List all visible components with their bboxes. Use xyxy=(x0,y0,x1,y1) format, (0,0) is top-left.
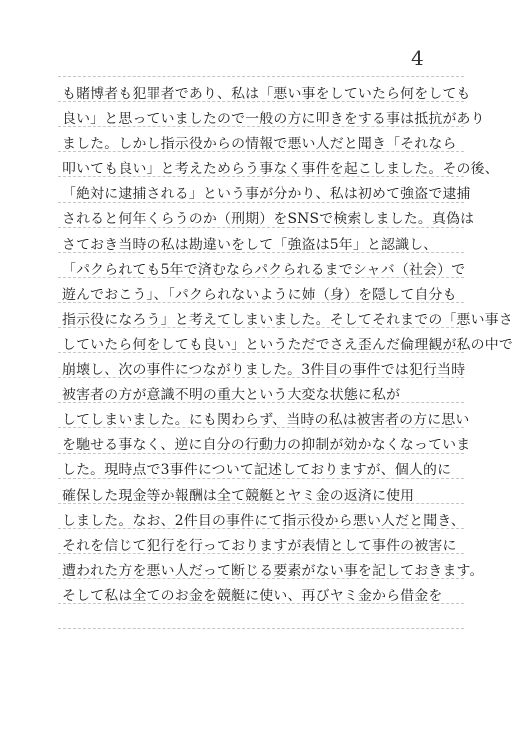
ruled-line xyxy=(58,628,464,629)
text-line: ました。しかし指示役からの情報で悪い人だと聞き「それなら xyxy=(62,136,457,153)
text-line: も賭博者も犯罪者であり、私は「悪い事をしていたら何をしても xyxy=(62,86,471,102)
text-line: していたら何をしても良い」というただでさえ歪んだ倫理観が私の中で xyxy=(62,336,513,353)
text-line: 指示役になろう」と考えてしまいました。そしてそれまでの「悪い事さ xyxy=(62,311,513,328)
text-line: されると何年くらうのか（刑期）をSNSで検索しました。真偽は xyxy=(62,211,475,228)
text-line: さておき当時の私は勘違いをして「強盗は5年」と認識し、 xyxy=(62,236,438,253)
text-line: それを信じて犯行を行っておりますが表情として事件の被害に xyxy=(62,537,457,554)
text-line: 崩壊し、次の事件につながりました。3件目の事件では犯行当時 xyxy=(62,362,466,379)
text-line: を馳せる事なく、逆に自分の行動力の抑制が効かなくなっていま xyxy=(62,437,471,454)
letter-body xyxy=(62,82,513,609)
text-line: 良い」と思っていましたので一般の方に叩きをする事は抵抗があり xyxy=(62,111,485,128)
text-line: 遭われた方を悪い人だって断じる要素がない事を記しておきます。 xyxy=(62,562,484,579)
text-line: 確保した現金等か報酬は全て競艇とヤミ金の返済に使用 xyxy=(62,487,415,504)
text-line: 「パクられても5年で済むならパクられるまでシャバ（社会）で xyxy=(62,261,466,278)
text-line: 被害者の方が意識不明の重大という大変な状態に私が xyxy=(62,387,401,404)
page-number: 4 xyxy=(411,46,424,70)
text-line: 遊んでおこう」、「パクられないように姉（身）を隠して自分も xyxy=(62,286,457,303)
text-line: してしまいました。にも関わらず、当時の私は被害者の方に思い xyxy=(62,412,470,429)
text-line: した。現時点で3事件について記述しておりますが、個人的に xyxy=(62,462,452,479)
text-line: 叩いても良い」と考えためらう事なく事件を起こしました。その後、 xyxy=(62,161,499,178)
text-line: そして私は全てのお金を競艇に使い、再びヤミ金から借金を xyxy=(62,587,443,604)
text-line: 「絶対に逮捕される」という事が分かり、私は初めて強盗で逮捕 xyxy=(62,186,471,203)
ruled-line xyxy=(58,76,464,77)
text-line: しました。なお、2件目の事件にて指示役から悪い人だと聞き、 xyxy=(62,512,466,529)
